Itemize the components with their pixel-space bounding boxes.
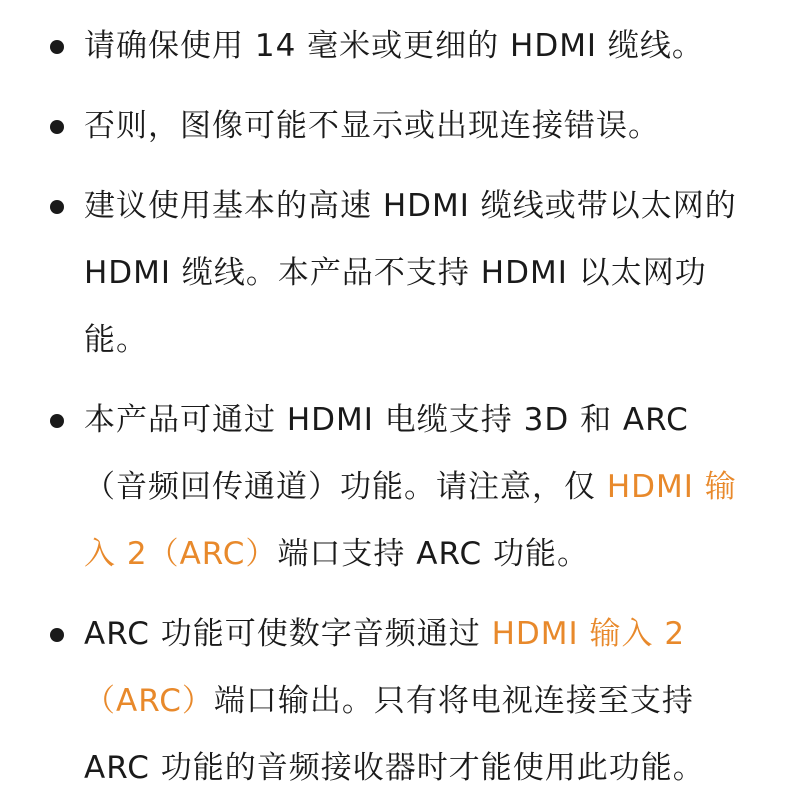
list-item — [0, 601, 785, 802]
list-item — [0, 93, 785, 160]
bullet-dot-icon — [50, 120, 64, 134]
list-item — [0, 173, 785, 374]
bullet-dot-icon — [50, 628, 64, 642]
list-item — [0, 387, 785, 588]
highlight-port-reference: HDMI 输入 2（ARC） — [84, 469, 737, 572]
item-text: 请确保使用 14 毫米或更细的 HDMI 缆线。 — [84, 28, 704, 64]
item-text: 建议使用基本的高速 HDMI 缆线或带以太网的 HDMI 缆线。本产品不支持 HDMI 以太网功能。 — [84, 188, 737, 358]
item-text: 端口支持 ARC 功能。 — [277, 536, 589, 572]
list-item — [0, 13, 785, 80]
item-text: 本产品可通过 HDMI 电缆支持 3D 和 ARC（音频回传通道）功能。请注意，仅 — [84, 402, 689, 505]
highlight-port-reference: HDMI 输入 2（ARC） — [84, 616, 686, 719]
item-text: 否则，图像可能不显示或出现连接错误。 — [84, 108, 660, 144]
item-text: 端口输出。只有将电视连接至支持 ARC 功能的音频接收器时才能使用此功能。 — [84, 683, 705, 786]
bullet-dot-icon — [50, 414, 64, 428]
bullet-dot-icon — [50, 200, 64, 214]
bullet-dot-icon — [50, 40, 64, 54]
bullet-list — [0, 13, 785, 802]
item-text: ARC 功能可使数字音频通过 — [84, 616, 492, 652]
